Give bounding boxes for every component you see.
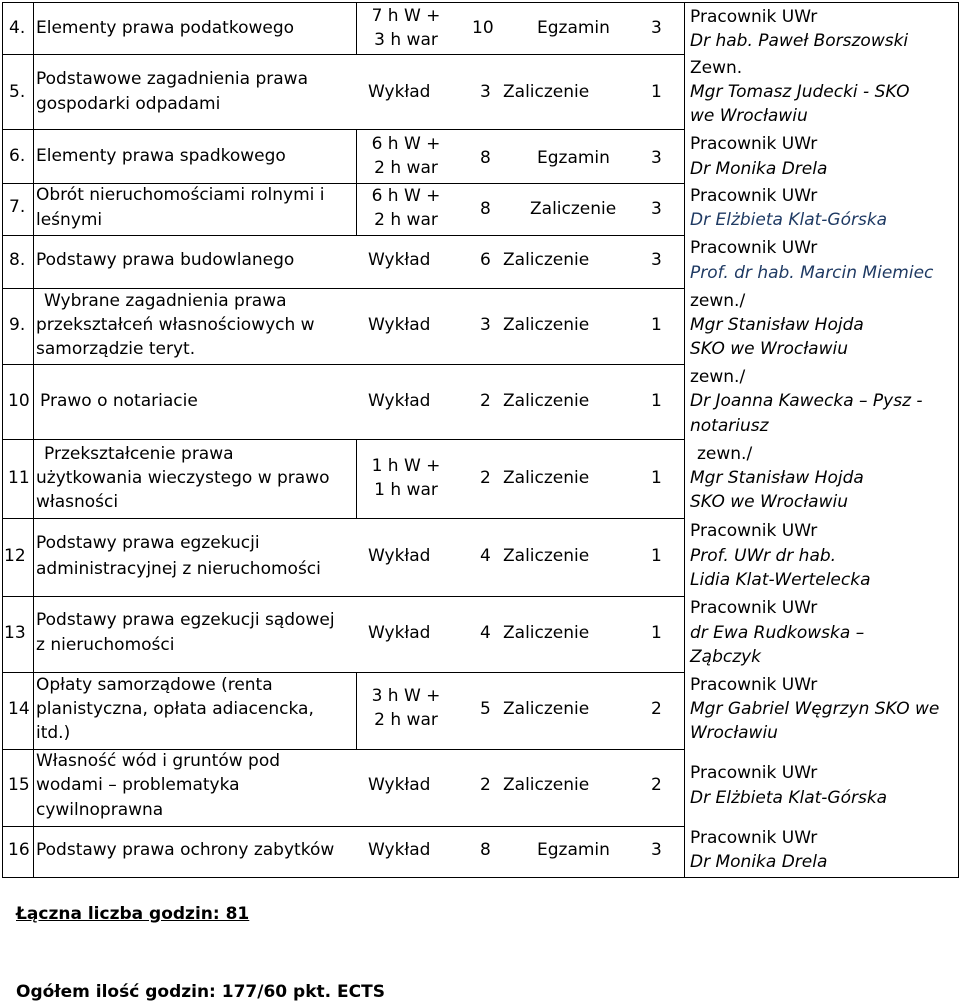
hours-lecture: 1 h W + (371, 456, 441, 476)
teacher-line: SKO we Wrocławiu (690, 492, 848, 512)
teacher-line: Wrocławiu (690, 723, 778, 743)
form: Wykład (368, 82, 431, 102)
total-hours-summary: Łączna liczba godzin: 81 (16, 904, 250, 924)
subject: Elementy prawa spadkowego (36, 146, 286, 166)
hours-workshop: 1 h war (374, 480, 438, 500)
teacher-line: Ząbczyk (690, 647, 762, 667)
subject: planistyczna, opłata adiacencka, (36, 699, 314, 719)
teacher-line: Mgr Stanisław Hojda (690, 468, 864, 488)
ects: 1 (651, 82, 662, 102)
subject: gospodarki odpadami (36, 94, 221, 114)
subject: Podstawy prawa ochrony zabytków (36, 840, 335, 860)
row-number: 14 (8, 699, 30, 719)
hours-total: 3 (480, 315, 491, 335)
hours-total: 4 (480, 546, 491, 566)
hours-total: 2 (480, 775, 491, 795)
subject: Przekształcenie prawa (44, 444, 234, 464)
overall-summary: Ogółem ilość godzin: 177/60 pkt. ECTS (16, 982, 385, 1002)
form: Wykład (368, 546, 431, 566)
teacher-line: Dr Elżbieta Klat-Górska (690, 788, 888, 808)
subject: leśnymi (36, 210, 103, 230)
assessment: Zaliczenie (503, 699, 590, 719)
teacher-line: zewn./ (690, 291, 746, 311)
subject: administracyjnej z nieruchomości (36, 559, 321, 579)
ects: 1 (651, 623, 662, 643)
ects: 1 (651, 391, 662, 411)
hours-workshop: 3 h war (374, 30, 438, 50)
teacher-line: Pracownik UWr (690, 7, 818, 27)
teacher-line: Dr hab. Paweł Borszowski (690, 31, 909, 51)
row-number: 16 (8, 840, 30, 860)
subject: Prawo o notariacie (40, 391, 198, 411)
subject: Podstawowe zagadnienia prawa (36, 69, 308, 89)
ects: 1 (651, 315, 662, 335)
teacher-line: we Wrocławiu (690, 106, 808, 126)
assessment: Egzamin (537, 840, 610, 860)
assessment: Egzamin (537, 148, 610, 168)
hours-workshop: 2 h war (374, 710, 438, 730)
hours-total: 2 (480, 391, 491, 411)
teacher-line: Prof. UWr dr hab. (690, 546, 837, 566)
hours-total: 4 (480, 623, 491, 643)
hours-total: 2 (480, 468, 491, 488)
row-number: 13 (4, 623, 26, 643)
teacher-line: Pracownik UWr (690, 763, 818, 783)
teacher-line: Pracownik UWr (690, 238, 818, 258)
ects: 3 (651, 199, 662, 219)
row-number: 9. (9, 315, 26, 335)
assessment: Egzamin (537, 18, 610, 38)
subject: samorządzie teryt. (36, 339, 196, 359)
assessment: Zaliczenie (503, 315, 590, 335)
form: Wykład (368, 840, 431, 860)
row-number: 7. (9, 197, 26, 217)
teacher-line: Mgr Gabriel Węgrzyn SKO we (690, 699, 940, 719)
ects: 3 (651, 18, 662, 38)
subject: cywilnoprawna (36, 800, 164, 820)
hours-lecture: 6 h W + (371, 186, 441, 206)
ects: 1 (651, 546, 662, 566)
teacher-line: Dr Monika Drela (690, 159, 828, 179)
teacher-line: zewn./ (690, 367, 746, 387)
teacher-line: Lidia Klat-Wertelecka (690, 570, 871, 590)
subject: własności (36, 492, 119, 512)
row-number: 5. (9, 82, 26, 102)
subject: przekształceń własnościowych w (36, 315, 315, 335)
subject: Obrót nieruchomościami rolnymi i (36, 185, 325, 205)
hours-total: 8 (480, 840, 491, 860)
ects: 2 (651, 775, 662, 795)
teacher-line: dr Ewa Rudkowska – (690, 623, 865, 643)
ects: 2 (651, 699, 662, 719)
hours-total: 3 (480, 82, 491, 102)
subject: itd.) (36, 723, 71, 743)
row-number: 6. (9, 146, 26, 166)
hours-lecture: 6 h W + (371, 134, 441, 154)
teacher-line: Mgr Tomasz Judecki - SKO (690, 82, 910, 102)
assessment: Zaliczenie (503, 775, 590, 795)
hours-total: 8 (480, 148, 491, 168)
teacher-line: Pracownik UWr (690, 828, 818, 848)
hours-total: 10 (472, 18, 494, 38)
teacher-line: SKO we Wrocławiu (690, 339, 848, 359)
form: Wykład (368, 315, 431, 335)
assessment: Zaliczenie (530, 199, 617, 219)
hours-lecture: 3 h W + (371, 686, 441, 706)
hours-workshop: 2 h war (374, 210, 438, 230)
assessment: Zaliczenie (503, 82, 590, 102)
ects: 3 (651, 148, 662, 168)
hours-workshop: 2 h war (374, 158, 438, 178)
teacher-line: Prof. dr hab. Marcin Miemiec (690, 263, 934, 283)
row-number: 15 (8, 775, 30, 795)
teacher-line: Zewn. (690, 58, 743, 78)
row-number: 8. (9, 250, 26, 270)
row-number: 12 (4, 546, 26, 566)
teacher-line: Dr Joanna Kawecka – Pysz - (690, 391, 923, 411)
teacher-line: Dr Elżbieta Klat-Górska (690, 210, 888, 230)
teacher-line: notariusz (690, 416, 769, 436)
subject: Podstawy prawa egzekucji (36, 533, 260, 553)
subject: użytkowania wieczystego w prawo (36, 468, 330, 488)
subject: Wybrane zagadnienia prawa (44, 291, 287, 311)
subject: Opłaty samorządowe (renta (36, 675, 273, 695)
form: Wykład (368, 391, 431, 411)
hours-total: 8 (480, 199, 491, 219)
assessment: Zaliczenie (503, 546, 590, 566)
subject: Własność wód i gruntów pod (36, 751, 281, 771)
form: Wykład (368, 623, 431, 643)
ects: 3 (651, 250, 662, 270)
assessment: Zaliczenie (503, 623, 590, 643)
form: Wykład (368, 250, 431, 270)
teacher-line: Pracownik UWr (690, 134, 818, 154)
ects: 3 (651, 840, 662, 860)
hours-total: 5 (480, 699, 491, 719)
subject: z nieruchomości (36, 635, 175, 655)
row-number: 10 (8, 391, 30, 411)
hours-total: 6 (480, 250, 491, 270)
subject: Podstawy prawa egzekucji sądowej (36, 610, 335, 630)
teacher-line: Pracownik UWr (690, 598, 818, 618)
subject: wodami – problematyka (36, 775, 240, 795)
form: Wykład (368, 775, 431, 795)
teacher-line: Mgr Stanisław Hojda (690, 315, 864, 335)
teacher-line: Pracownik UWr (690, 521, 818, 541)
hours-lecture: 7 h W + (371, 6, 441, 26)
subject: Podstawy prawa budowlanego (36, 250, 295, 270)
row-number: 11 (8, 468, 30, 488)
subject: Elementy prawa podatkowego (36, 18, 295, 38)
assessment: Zaliczenie (503, 468, 590, 488)
assessment: Zaliczenie (503, 391, 590, 411)
assessment: Zaliczenie (503, 250, 590, 270)
row-number: 4. (9, 18, 26, 38)
teacher-line: Pracownik UWr (690, 675, 818, 695)
teacher-line: Pracownik UWr (690, 186, 818, 206)
teacher-line: Dr Monika Drela (690, 852, 828, 872)
ects: 1 (651, 468, 662, 488)
teacher-line: zewn./ (697, 444, 753, 464)
